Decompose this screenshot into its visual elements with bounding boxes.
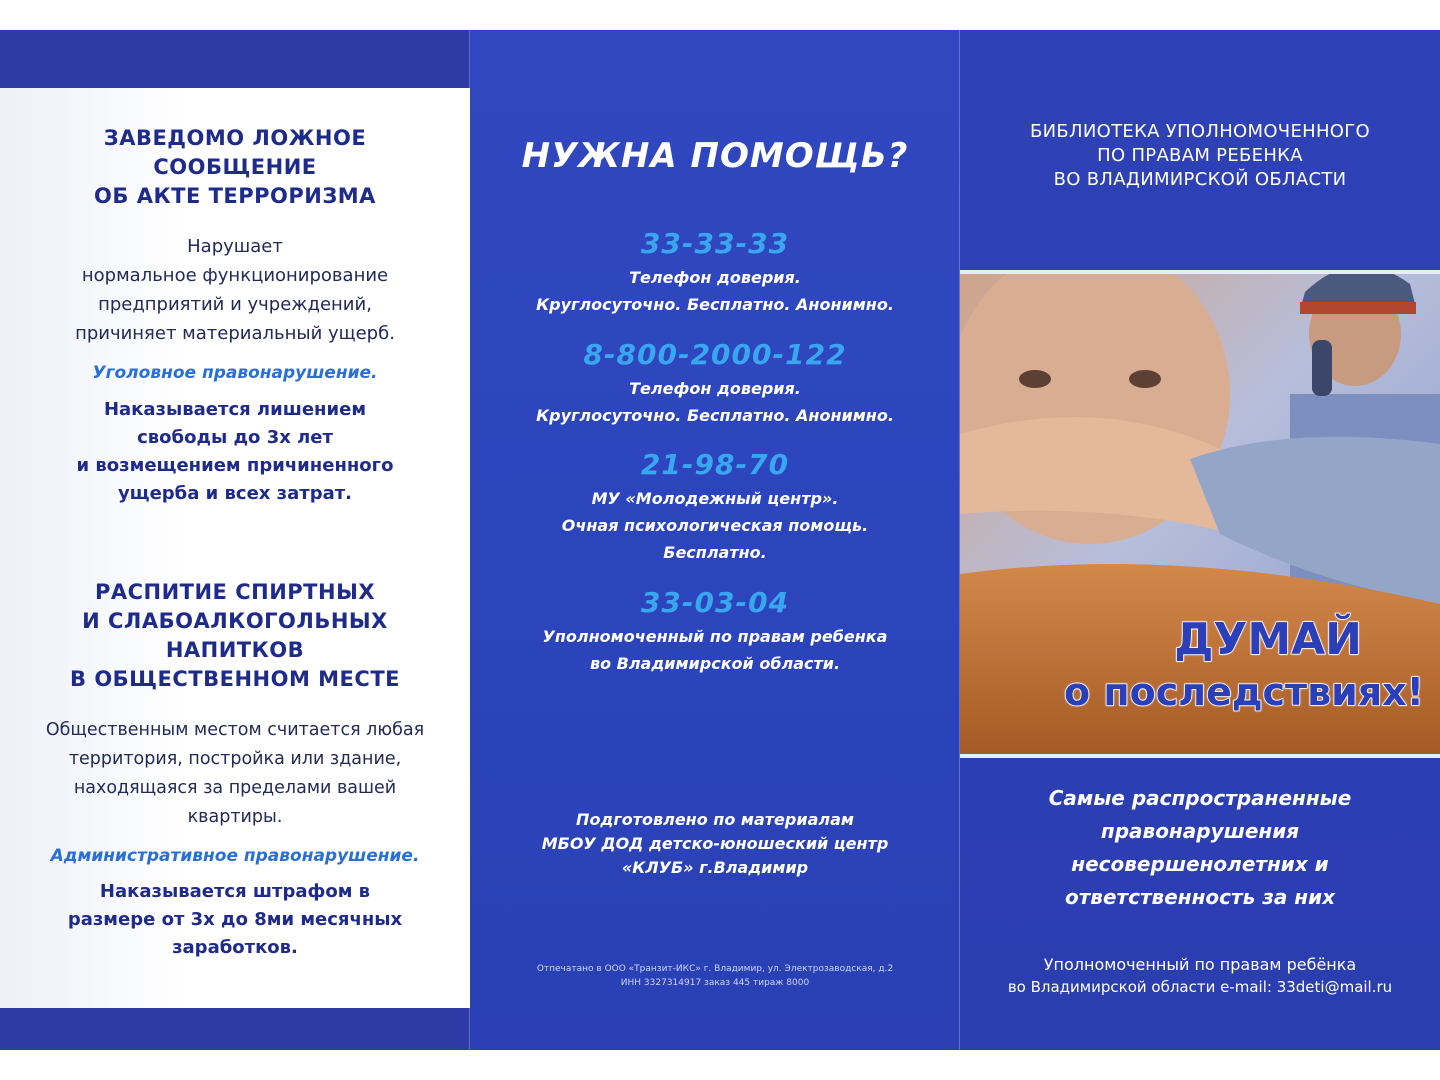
section2-body-line: находящаяся за пределами вашей <box>73 778 397 798</box>
prepared-by-line: Подготовлено по материалам <box>576 810 854 829</box>
phone-description-line: Круглосуточно. Бесплатно. Анонимно. <box>536 295 894 314</box>
section1-body-line: предприятий и учреждений, <box>98 294 372 315</box>
phone-description-line: во Владимирской области. <box>589 654 841 673</box>
prepared-by-line: МБОУ ДОД детско-юношеский центр <box>541 834 889 853</box>
library-title-line: ВО ВЛАДИМИРСКОЙ ОБЛАСТИ <box>1053 169 1347 190</box>
phone-number: 8-800-2000-122 <box>583 338 847 371</box>
headline <box>960 614 1440 718</box>
phone-description-line: Телефон доверия. <box>629 268 801 287</box>
section1-body-line: нормальное функционирование <box>81 265 389 286</box>
phone-description <box>470 485 960 566</box>
phone-description-line: МУ «Молодежный центр». <box>591 489 839 508</box>
phone-description <box>470 375 960 429</box>
section1-title <box>0 124 470 211</box>
phone-description <box>470 623 960 677</box>
prepared-by <box>470 808 960 880</box>
contact-info-line: Уполномоченный по правам ребёнка <box>1043 955 1357 974</box>
section1-penalty-line: и возмещением причиненного <box>76 455 394 476</box>
section1-title-line: ЗАВЕДОМО ЛОЖНОЕ <box>103 126 367 150</box>
section2-title <box>0 578 470 694</box>
section2-body-line: территория, постройка или здание, <box>68 749 402 769</box>
subtitle-line: Самые распространенные <box>1048 786 1352 810</box>
library-title <box>960 120 1440 192</box>
section1-body-line: Нарушает <box>187 236 283 257</box>
left-panel <box>0 30 470 1050</box>
print-info-line: Отпечатано в ООО «Транзит-ИКС» г. Владимир, ул. Электрозаводская, д.2 <box>536 964 894 974</box>
help-title: НУЖНА ПОМОЩЬ? <box>521 136 909 176</box>
section1-penalty-line: Наказывается лишением <box>103 399 367 420</box>
library-title-line: ПО ПРАВАМ РЕБЕНКА <box>1097 145 1303 166</box>
section2-penalty-line: заработков. <box>172 937 298 958</box>
phone-description <box>470 264 960 318</box>
subtitle <box>960 782 1440 914</box>
phone-number: 21-98-70 <box>640 448 790 481</box>
contact-email-line: во Владимирской области e-mail: 33deti@mail.ru <box>1007 978 1393 996</box>
section1-penalty <box>20 396 450 508</box>
section1-body <box>20 232 450 348</box>
headline-line: ДУМАЙ <box>1174 614 1362 665</box>
phone-number: 33-03-04 <box>640 586 790 619</box>
brochure <box>0 30 1440 1050</box>
section2-title-line: РАСПИТИЕ СПИРТНЫХ <box>94 580 376 604</box>
cover-photo <box>960 270 1440 758</box>
prepared-by-line: «КЛУБ» г.Владимир <box>621 858 809 877</box>
phone-description-line: Круглосуточно. Бесплатно. Анонимно. <box>536 406 894 425</box>
headline-line: о последствиях! <box>1064 670 1424 714</box>
section2-title-line: НАПИТКОВ <box>165 638 305 662</box>
section1-category: Уголовное правонарушение. <box>92 363 378 383</box>
section1-title-line: ОБ АКТЕ ТЕРРОРИЗМА <box>94 184 376 208</box>
section1-penalty-line: ущерба и всех затрат. <box>117 483 353 504</box>
contact-info <box>960 954 1440 998</box>
section2-body-line: квартиры. <box>187 807 283 827</box>
section1-title-line: СООБЩЕНИЕ <box>153 155 317 179</box>
section2-body <box>20 716 450 832</box>
section2-body-line: Общественным местом считается любая <box>45 720 425 740</box>
subtitle-line: несовершенолетних и <box>1071 852 1329 876</box>
section2-penalty-line: Наказывается штрафом в <box>99 881 371 902</box>
section2-category: Административное правонарушение. <box>50 846 420 866</box>
left-white-card <box>0 88 472 1008</box>
subtitle-line: правонарушения <box>1100 819 1300 843</box>
print-info-line: ИНН 3327314917 заказ 445 тираж 8000 <box>620 978 810 988</box>
right-panel <box>960 30 1440 1050</box>
phone-description-line: Телефон доверия. <box>629 379 801 398</box>
section2-penalty-line: размере от 3х до 8ми месячных <box>67 909 403 930</box>
section1-body-line: причиняет материальный ущерб. <box>75 323 395 344</box>
phone-description-line: Бесплатно. <box>663 543 767 562</box>
section2-title-line: В ОБЩЕСТВЕННОМ МЕСТЕ <box>70 667 400 691</box>
print-info <box>470 962 960 990</box>
phone-description-line: Очная психологическая помощь. <box>561 516 869 535</box>
section1-penalty-line: свободы до 3х лет <box>137 427 333 448</box>
subtitle-line: ответственность за них <box>1064 885 1336 909</box>
phone-number: 33-33-33 <box>640 227 790 260</box>
library-title-line: БИБЛИОТЕКА УПОЛНОМОЧЕННОГО <box>1029 121 1371 142</box>
section2-penalty <box>20 878 450 962</box>
middle-panel <box>470 30 960 1050</box>
phone-description-line: Уполномоченный по правам ребенка <box>542 627 888 646</box>
section2-title-line: И СЛАБОАЛКОГОЛЬНЫХ <box>82 609 388 633</box>
